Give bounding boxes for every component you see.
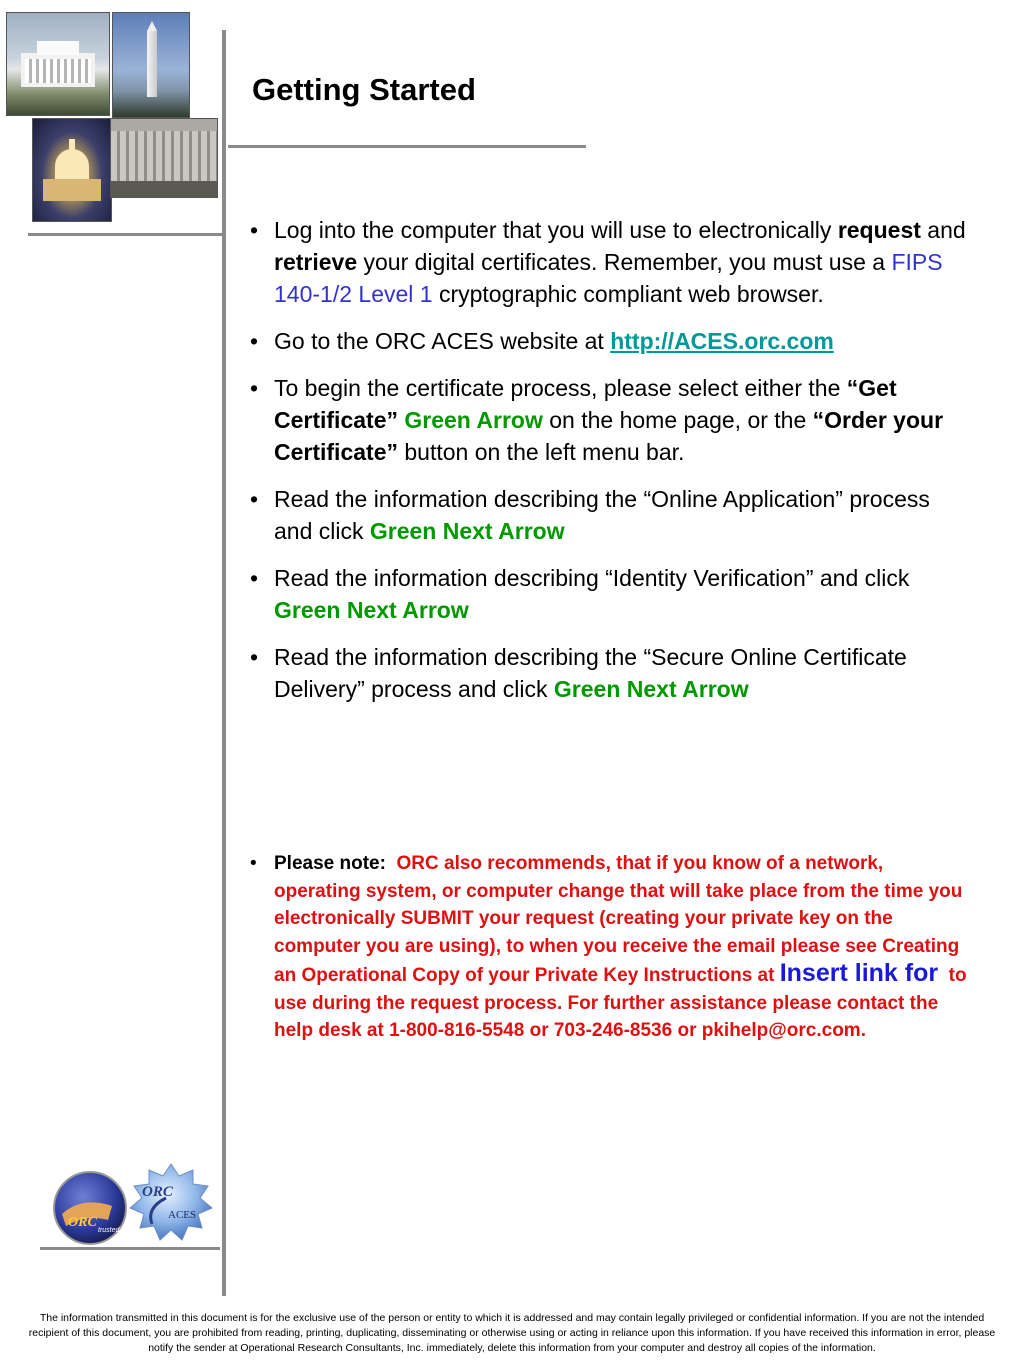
please-note-paragraph: • Please note: ORC also recommends, that if you know of a network, operating system, or computer change that will take place from the time you electronically SUBMIT your request (creating your private key on the computer you are using), to when you receive the email please see Creating an Operational Copy of your Private Key Instructions at Insert link for to use during the request process. For further assistance please contact the help desk at 1-800-816-5548 or 703-246-8536 or pkihelp@orc.com. xyxy=(250,850,970,1045)
list-item: • Read the information describing the “Online Application” process and click Green Next Arrow xyxy=(250,483,970,547)
insert-link-placeholder[interactable]: Insert link for xyxy=(779,959,939,987)
vertical-divider xyxy=(222,30,226,1296)
instruction-list xyxy=(250,214,970,720)
fips-requirement: FIPS 140-1/2 Level 1 xyxy=(274,249,943,307)
aces-logo-aces-text: ACES xyxy=(168,1209,197,1221)
bullet-glyph: • xyxy=(250,565,259,591)
white-house-photo xyxy=(6,12,110,116)
list-item: • Log into the computer that you will use to electronically request and retrieve your digital certificates. Remember, you must use a FIPS 140-1/2 Level 1 cryptographic compliant web browser. xyxy=(250,214,970,310)
washington-monument-photo xyxy=(112,12,190,118)
list-item: • To begin the certificate process, please select either the “Get Certificate” Green Arrow on the home page, or the “Order your Certificate” button on the left menu bar. xyxy=(250,372,970,468)
bullet-glyph: • xyxy=(250,853,257,874)
confidentiality-footer: The information transmitted in this document is for the exclusive use of the person or entity to which it is addressed and may contain legally privileged or confidential information. If you are not the intended recipient of this document, you are prohibited from reading, printing, duplicating, disseminating or otherwise using or acting in reliance upon this information. If you have received this information in error, please notify the sender at Operational Research Consultants, Inc. immediately, delete this information from your computer and destroy all copies of the information. xyxy=(28,1312,996,1354)
note-label: Please note: xyxy=(274,853,386,874)
capitol-dome-photo xyxy=(32,118,112,222)
aces-website-link[interactable]: http://ACES.orc.com xyxy=(610,328,834,354)
orc-aces-logo xyxy=(126,1162,216,1248)
orc-logo-text: ORC xyxy=(68,1215,97,1230)
list-item: • Read the information describing the “Secure Online Certificate Delivery” process and click Green Next Arrow xyxy=(250,641,970,705)
bullet-glyph: • xyxy=(250,644,259,670)
government-building-photo xyxy=(110,118,218,198)
bullet-glyph: • xyxy=(250,328,259,354)
title-underline xyxy=(228,145,586,148)
bullet-glyph: • xyxy=(250,375,259,401)
left-divider xyxy=(28,233,222,236)
bullet-glyph: • xyxy=(250,217,259,243)
list-item: • Go to the ORC ACES website at http://ACES.orc.com xyxy=(250,325,970,357)
list-item: • Read the information describing “Identity Verification” and click Green Next Arrow xyxy=(250,562,970,626)
orc-trusted-logo xyxy=(52,1170,128,1246)
page-title: Getting Started xyxy=(252,72,476,107)
orc-logo-subtext: trusted xyxy=(98,1227,120,1234)
aces-logo-orc-text: ORC xyxy=(142,1184,173,1200)
bullet-glyph: • xyxy=(250,486,259,512)
